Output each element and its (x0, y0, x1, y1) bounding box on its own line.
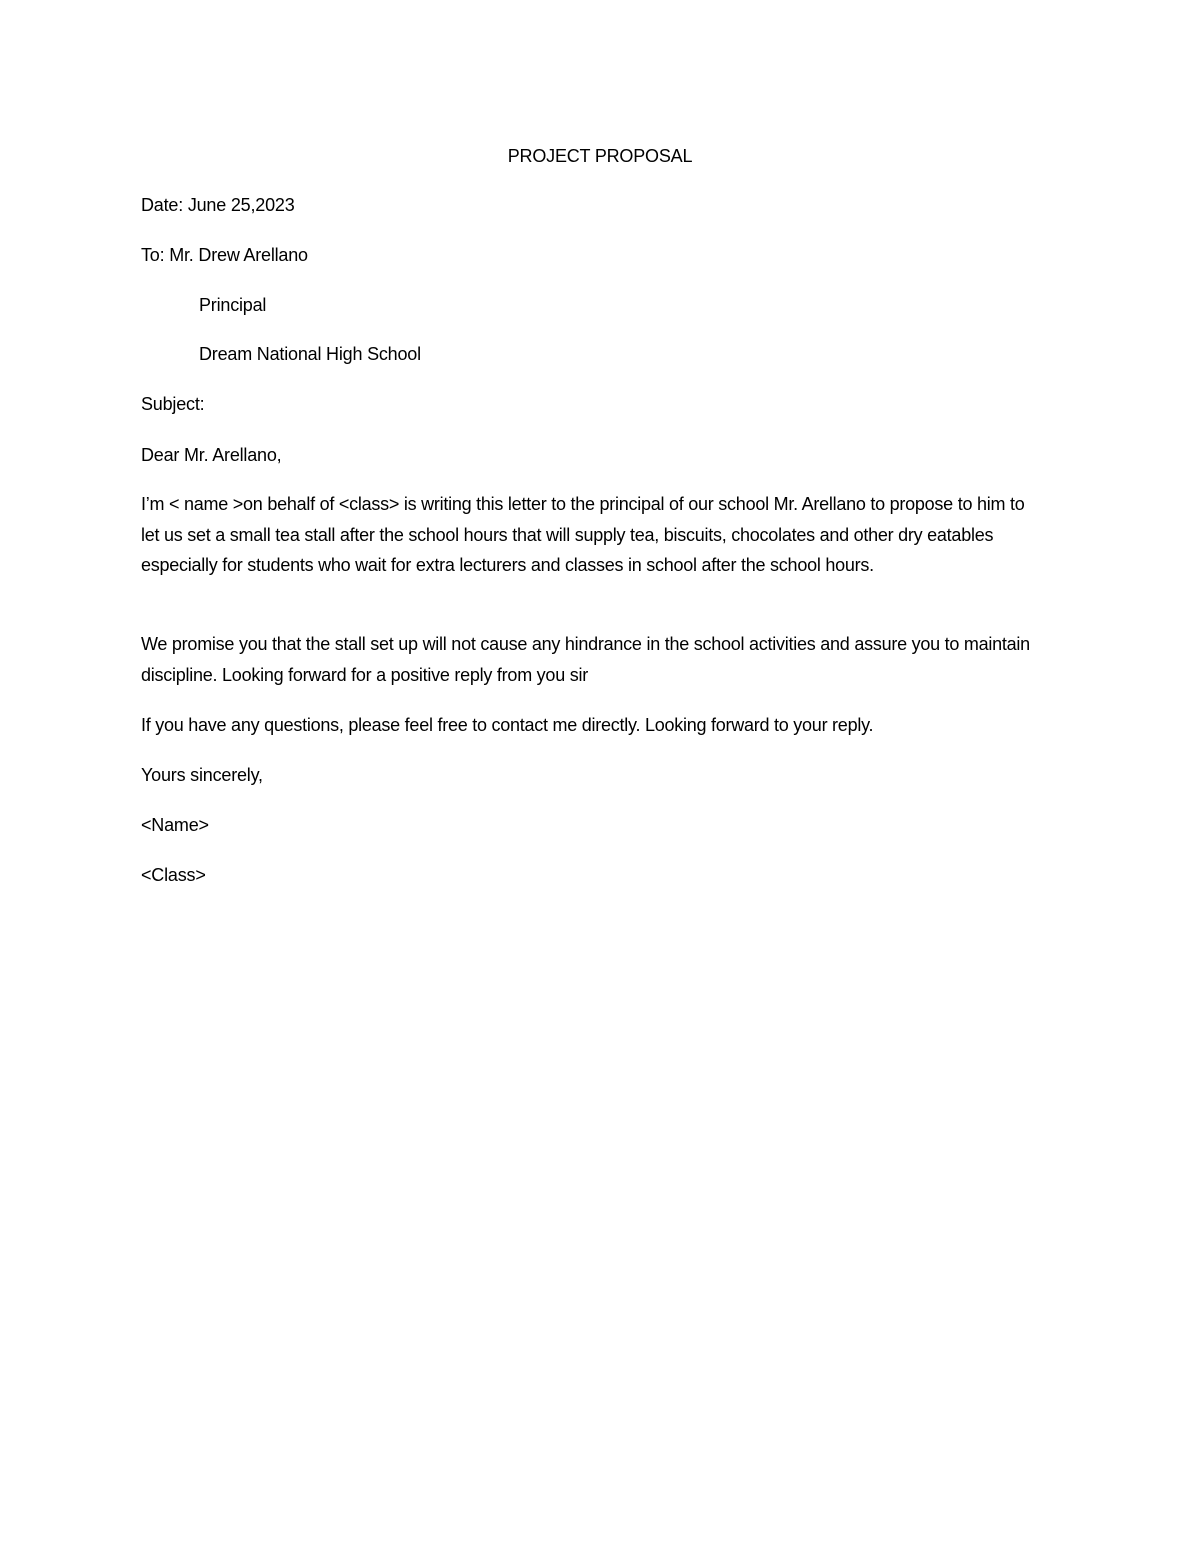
body-paragraph: I’m < name >on behalf of <class> is writing this letter to the principal of our school Mr. Arellano to propose to him to let us set a small tea stall after the school hours that will supply tea, biscuits, chocolates and other dry eatables especially for students who wait for extra lecturers and classes in school after the school hours. (141, 494, 1025, 575)
recipient-school: Dream National High School (199, 344, 421, 364)
body-paragraph: If you have any questions, please feel free to contact me directly. Looking forward to your reply. (141, 715, 874, 735)
signature-name: <Name> (141, 815, 209, 835)
recipient-line: To: Mr. Drew Arellano (141, 245, 308, 265)
date-line: Date: June 25,2023 (141, 195, 295, 215)
subject-line: Subject: (141, 394, 205, 414)
salutation: Dear Mr. Arellano, (141, 445, 282, 465)
body-paragraph: We promise you that the stall set up will not cause any hindrance in the school activities and assure you to maintain discipline. Looking forward for a positive reply from you sir (141, 634, 1030, 685)
document-title: PROJECT PROPOSAL (507, 146, 693, 166)
closing: Yours sincerely, (141, 765, 263, 785)
recipient-title: Principal (199, 295, 267, 315)
signature-class: <Class> (141, 865, 206, 885)
